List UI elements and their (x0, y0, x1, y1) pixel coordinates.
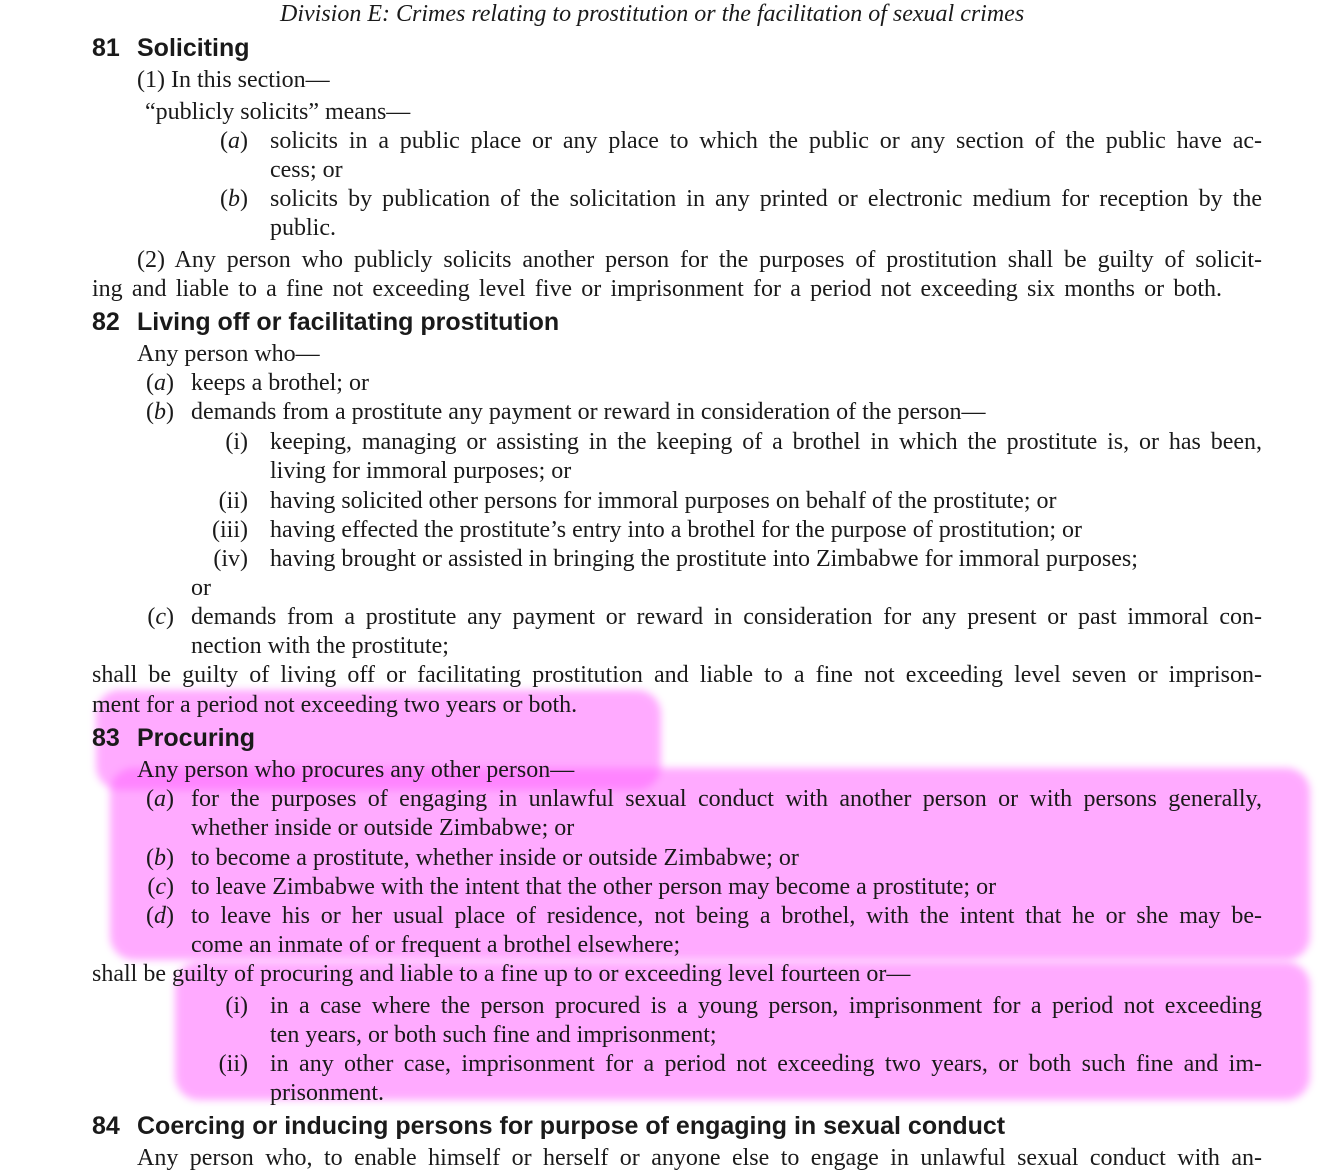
s83-para-d-line-1: to leave his or her usual place of residence, not being a brothel, with the intent that he or she may be- (191, 903, 1262, 929)
s82-sub-ii: having solicited other persons for immoral purposes on behalf of the prostitute; or (270, 488, 1057, 514)
s83-para-b: to become a prostitute, whether inside or outside Zimbabwe; or (191, 845, 799, 871)
s81-subsection-2-line-2: ing and liable to a fine not exceeding level five or imprisonment for a period not exceeding six months or both. (92, 276, 1222, 302)
s81-definition: “publicly solicits” means— (145, 99, 411, 125)
s83-para-a-label: (a) (146, 786, 174, 812)
s82-or: or (191, 575, 211, 601)
s83-para-b-label: (b) (146, 845, 174, 871)
s81-para-b-line-1: solicits by publication of the solicitation in any printed or electronic medium for reception by the (270, 186, 1262, 212)
s82-sub-iv-label: (iv) (213, 546, 248, 572)
s82-penalty-line-2: ment for a period not exceeding two years or both. (92, 692, 578, 718)
s81-para-b-line-2: public. (270, 215, 336, 241)
s83-sub-ii-line-2: prisonment. (270, 1080, 384, 1106)
s83-para-a-line-1: for the purposes of engaging in unlawful sexual conduct with another person or with persons generally, (191, 786, 1262, 812)
s82-para-c-label: (c) (147, 604, 174, 630)
s82-sub-iv: having brought or assisted in bringing the prostitute into Zimbabwe for immoral purposes; (270, 546, 1138, 572)
division-title: Division E: Crimes relating to prostitution or the facilitation of sexual crimes (280, 1, 1025, 27)
s81-subsection-2-line-1: (2) Any person who publicly solicits another person for the purposes of prostitution shall be guilty of solicit- (137, 247, 1262, 273)
s83-sub-i-line-1: in a case where the person procured is a young person, imprisonment for a period not exceeding (270, 993, 1262, 1019)
s82-para-b-label: (b) (146, 399, 174, 425)
s83-para-d-label: (d) (146, 903, 174, 929)
s83-para-c: to leave Zimbabwe with the intent that the other person may become a prostitute; or (191, 874, 997, 900)
s83-para-d-line-2: come an inmate of or frequent a brothel elsewhere; (191, 932, 681, 958)
section-83-number: 83 (92, 724, 120, 752)
s82-para-a-label: (a) (146, 370, 174, 396)
s81-para-a-label: (a) (220, 128, 248, 154)
section-81-heading: Soliciting (137, 34, 250, 62)
s83-sub-ii-line-1: in any other case, imprisonment for a period not exceeding two years, or both such fine and im- (270, 1051, 1262, 1077)
section-84-heading: Coercing or inducing persons for purpose of engaging in sexual conduct (137, 1112, 1006, 1140)
s83-penalty-intro: shall be guilty of procuring and liable to a fine up to or exceeding level fourteen or— (92, 961, 911, 987)
section-81-number: 81 (92, 34, 120, 62)
s82-sub-iii: having effected the prostitute’s entry into a brothel for the purpose of prostitution; or (270, 517, 1083, 543)
s83-sub-i-line-2: ten years, or both such fine and imprisonment; (270, 1022, 717, 1048)
s81-para-a-line-2: cess; or (270, 157, 343, 183)
s83-para-c-label: (c) (147, 874, 174, 900)
s83-para-a-line-2: whether inside or outside Zimbabwe; or (191, 815, 575, 841)
s83-sub-ii-label: (ii) (218, 1051, 248, 1077)
s82-sub-i-line-2: living for immoral purposes; or (270, 458, 572, 484)
section-82-number: 82 (92, 308, 120, 336)
s82-intro: Any person who— (137, 341, 320, 367)
section-82-heading: Living off or facilitating prostitution (137, 308, 560, 336)
s84-intro-partial: Any person who, to enable himself or herself or anyone else to engage in unlawful sexual conduct with an- (137, 1145, 1262, 1171)
s82-para-c-line-2: nection with the prostitute; (191, 633, 449, 659)
s81-para-b-label: (b) (220, 186, 248, 212)
s82-para-b: demands from a prostitute any payment or reward in consideration of the person— (191, 399, 986, 425)
s81-para-a-line-1: solicits in a public place or any place to which the public or any section of the public have ac- (270, 128, 1262, 154)
s83-sub-i-label: (i) (225, 993, 248, 1019)
s82-sub-i-label: (i) (225, 429, 248, 455)
s82-penalty-line-1: shall be guilty of living off or facilitating prostitution and liable to a fine not exceeding level seven or imprison- (92, 662, 1262, 688)
s82-sub-i-line-1: keeping, managing or assisting in the keeping of a brothel in which the prostitute is, or has been, (270, 429, 1262, 455)
s82-sub-iii-label: (iii) (212, 517, 248, 543)
section-83-heading: Procuring (137, 724, 256, 752)
s83-intro: Any person who procures any other person— (137, 757, 575, 783)
s82-para-a: keeps a brothel; or (191, 370, 369, 396)
section-84-number: 84 (92, 1112, 120, 1140)
s82-sub-ii-label: (ii) (218, 488, 248, 514)
s81-subsection-1: (1) In this section— (137, 67, 330, 93)
s82-para-c-line-1: demands from a prostitute any payment or reward in consideration for any present or past immoral con- (191, 604, 1262, 630)
